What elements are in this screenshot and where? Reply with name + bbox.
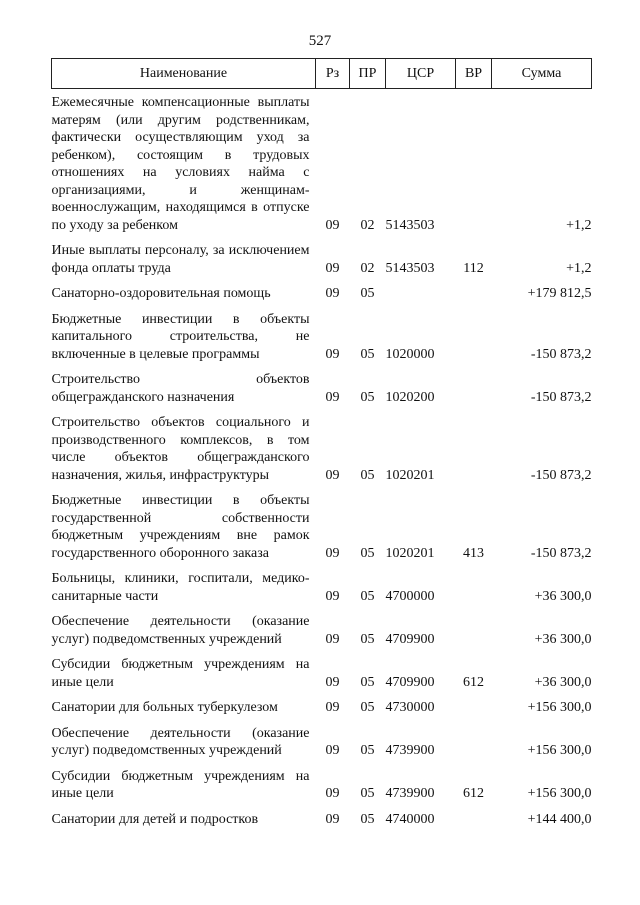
table-row [52, 234, 592, 277]
table-row [52, 717, 592, 760]
cell-rz: 09 [325, 467, 340, 483]
cell-csr: 1020201 [385, 467, 435, 483]
cell-name: Бюджетные инвестиции в объекты государственной собственности бюджетным учреждениям вне рамок государственного оборонного заказа [51, 493, 310, 561]
table-row [52, 363, 592, 406]
cell-sum: +144 400,0 [527, 811, 592, 827]
cell-csr: 4740000 [385, 811, 435, 827]
cell-vr [456, 363, 492, 406]
cell-name: Субсидии бюджетным учреждениям на иные цели [51, 768, 310, 801]
table-row [52, 803, 592, 829]
cell-sum: -150 873,2 [530, 545, 592, 561]
table-row [52, 648, 592, 691]
cell-name: Санаторно-оздоровительная помощь [51, 286, 271, 301]
cell-rz: 09 [325, 588, 340, 604]
cell-vr [456, 605, 492, 648]
header-name: Наименование [52, 59, 316, 89]
cell-rz: 09 [325, 674, 340, 690]
cell-csr: 4730000 [385, 700, 435, 715]
table-body [52, 89, 592, 829]
cell-pr: 05 [360, 467, 375, 483]
cell-csr: 4739900 [385, 786, 435, 801]
cell-pr: 05 [360, 743, 375, 758]
cell-rz: 09 [325, 545, 340, 561]
cell-vr [456, 277, 492, 303]
cell-sum: +156 300,0 [527, 700, 592, 715]
cell-name: Санатории для больных туберкулезом [51, 700, 278, 715]
cell-pr: 05 [360, 545, 375, 561]
cell-name: Строительство объектов социального и производственного комплексов, в том числе объектов общегражданского назначения, жилья, инфраструктуры [51, 415, 310, 483]
table-row [52, 277, 592, 303]
cell-csr [386, 277, 456, 303]
cell-csr: 5143503 [385, 260, 435, 276]
cell-sum: +156 300,0 [527, 743, 592, 758]
cell-pr: 05 [360, 700, 375, 715]
cell-rz: 09 [325, 631, 340, 647]
cell-name: Больницы, клиники, госпитали, медико-санитарные части [51, 571, 310, 604]
cell-pr: 05 [360, 588, 375, 604]
cell-pr: 05 [360, 786, 375, 801]
header-sum: Сумма [492, 59, 592, 89]
cell-sum: +36 300,0 [534, 631, 592, 647]
budget-table [51, 58, 592, 828]
cell-pr: 05 [360, 674, 375, 690]
table-row [52, 691, 592, 717]
cell-sum: -150 873,2 [530, 346, 592, 362]
cell-sum: +36 300,0 [534, 588, 592, 604]
cell-rz: 09 [325, 389, 340, 405]
cell-csr: 1020200 [385, 389, 435, 405]
cell-rz: 09 [325, 786, 340, 801]
cell-pr: 05 [360, 286, 375, 301]
header-pr: ПР [350, 59, 386, 89]
cell-rz: 09 [325, 811, 340, 827]
cell-vr [456, 717, 492, 760]
cell-name: Строительство объектов общегражданского назначения [51, 372, 310, 405]
cell-sum: +179 812,5 [527, 286, 592, 301]
header-csr: ЦСР [386, 59, 456, 89]
cell-pr: 02 [360, 260, 375, 276]
cell-csr: 4709900 [385, 674, 435, 690]
cell-csr: 1020201 [385, 545, 435, 561]
cell-vr [456, 803, 492, 829]
cell-name: Субсидии бюджетным учреждениям на иные цели [51, 657, 310, 690]
cell-pr: 05 [360, 631, 375, 647]
cell-name: Бюджетные инвестиции в объекты капитального строительства, не включенные в целевые программы [51, 311, 310, 362]
cell-vr [456, 691, 492, 717]
table-row [52, 406, 592, 484]
header-rz: Рз [316, 59, 350, 89]
cell-vr [456, 89, 492, 235]
cell-name: Санатории для детей и подростков [51, 811, 259, 827]
table-row [52, 303, 592, 364]
cell-sum: +36 300,0 [534, 674, 592, 690]
table-row [52, 484, 592, 562]
cell-csr: 4700000 [385, 588, 435, 604]
page-number: 527 [308, 33, 332, 49]
cell-rz: 09 [325, 286, 340, 301]
cell-vr [456, 562, 492, 605]
cell-pr: 05 [360, 389, 375, 405]
cell-rz: 09 [325, 260, 340, 276]
cell-name: Обеспечение деятельности (оказание услуг) подведомственных учреждений [51, 725, 310, 758]
cell-name: Обеспечение деятельности (оказание услуг) подведомственных учреждений [51, 614, 310, 647]
cell-pr: 05 [360, 811, 375, 827]
cell-sum: +156 300,0 [527, 786, 592, 801]
cell-sum: -150 873,2 [530, 467, 592, 483]
cell-name: Ежемесячные компенсационные выплаты матерям (или другим родственникам, фактически осуществляющим уход за ребенком), состоящим в трудовых отношениях на условиях найма с организациями, и женщинам-военнослужащим, находящимся в отпуске по уходу за ребенком [51, 95, 310, 233]
cell-csr: 4709900 [385, 631, 435, 647]
table-row [52, 562, 592, 605]
cell-pr: 05 [360, 346, 375, 362]
cell-rz: 09 [325, 743, 340, 758]
cell-rz: 09 [325, 346, 340, 362]
cell-vr [456, 406, 492, 484]
cell-vr [456, 303, 492, 364]
cell-sum: -150 873,2 [530, 389, 592, 405]
cell-csr: 4739900 [385, 743, 435, 758]
cell-vr: 612 [463, 674, 484, 690]
cell-sum: +1,2 [566, 260, 592, 276]
table-header [52, 59, 592, 89]
table-row [52, 760, 592, 803]
cell-rz: 09 [325, 217, 340, 233]
cell-csr: 1020000 [385, 346, 435, 362]
cell-pr: 02 [360, 217, 375, 233]
table-row [52, 605, 592, 648]
cell-csr: 5143503 [385, 217, 435, 233]
header-vr: ВР [456, 59, 492, 89]
cell-vr: 112 [463, 260, 484, 276]
cell-sum: +1,2 [566, 217, 592, 233]
cell-rz: 09 [325, 700, 340, 715]
cell-vr: 612 [463, 786, 484, 801]
cell-name: Иные выплаты персоналу, за исключением фонда оплаты труда [51, 243, 310, 276]
cell-vr: 413 [463, 545, 484, 561]
table-row [52, 89, 592, 235]
